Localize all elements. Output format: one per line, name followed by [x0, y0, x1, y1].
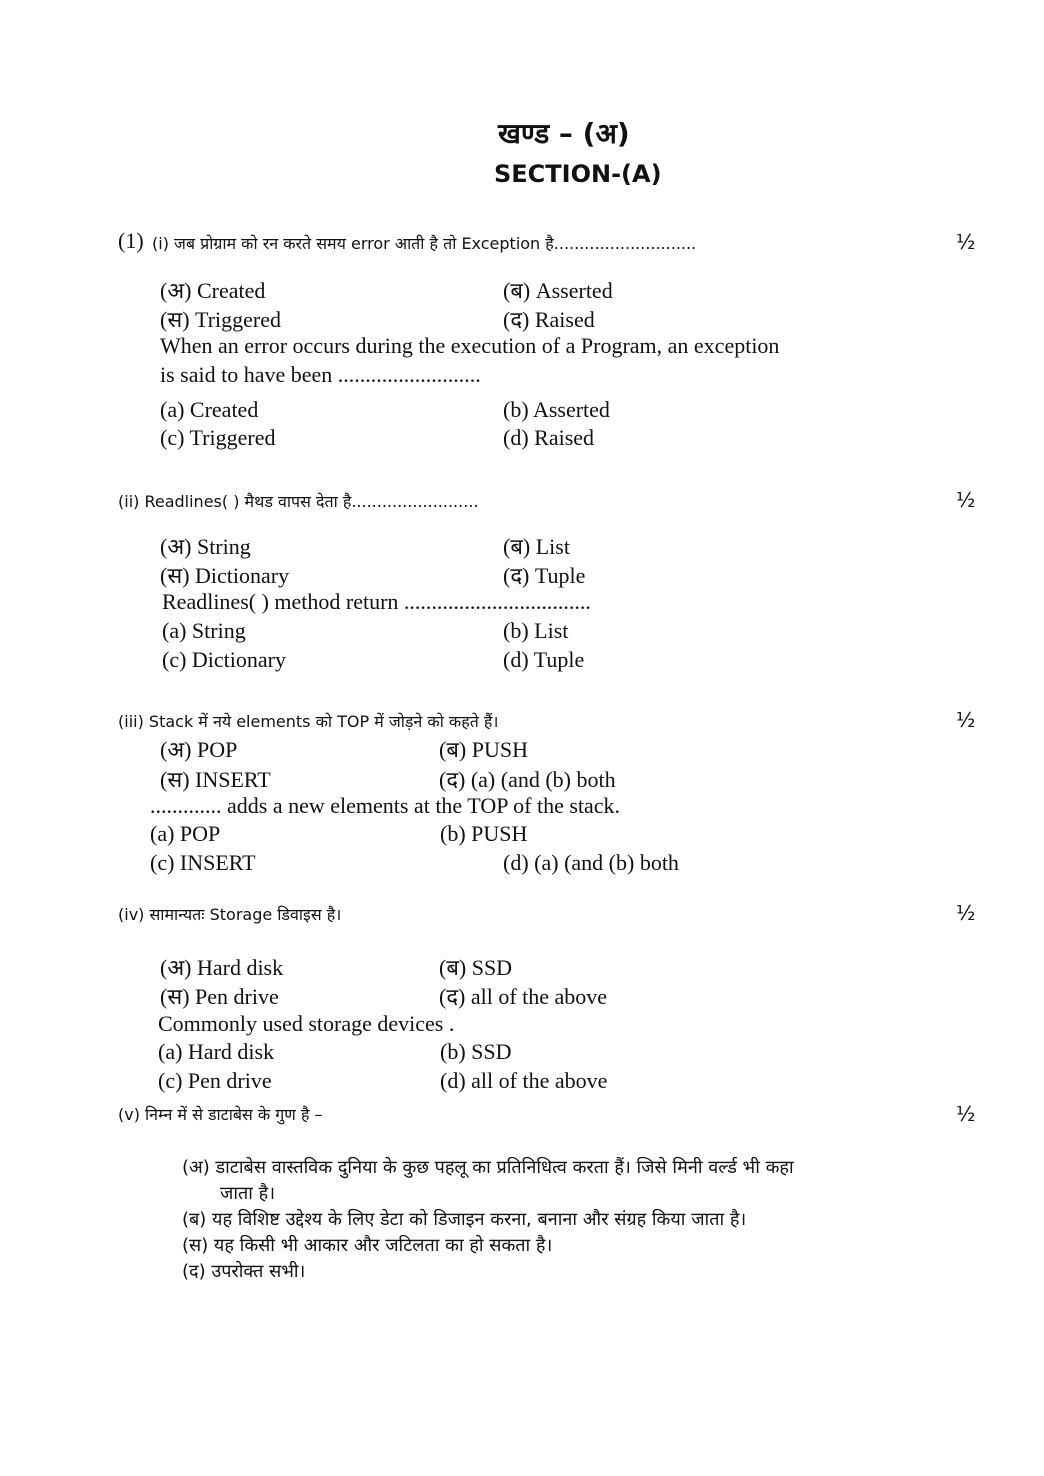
q5-option-d: (द) उपरोक्त सभी।	[182, 1261, 306, 1282]
q3-hindi-option-a: (अ) POP	[160, 737, 238, 762]
q3-mark: ½	[956, 708, 976, 732]
q1-mark: ½	[956, 230, 976, 254]
q1-english-line1: When an error occurs during the execution of a Program, an exception	[160, 333, 780, 358]
q1-hindi-text: (i) जब प्रोग्राम को रन करते समय error आती है तो Exception है............................	[152, 234, 697, 253]
q2-english-text: Readlines( ) method return ..................................	[162, 589, 591, 614]
q5-option-c: (स) यह किसी भी आकार और जटिलता का हो सकता है।	[182, 1235, 553, 1256]
q4-english-text: Commonly used storage devices .	[158, 1011, 455, 1036]
q3-hindi-option-b: (ब) PUSH	[439, 737, 528, 762]
q2-english-option-a: (a) String	[162, 618, 246, 643]
q4-hindi-option-d: (द) all of the above	[439, 984, 608, 1009]
q4-english-option-b: (b) SSD	[440, 1039, 512, 1064]
q1-english-option-b: (b) Asserted	[503, 397, 610, 422]
section-title-english: SECTION-(A)	[494, 160, 662, 188]
q2-hindi-option-b: (ब) List	[503, 534, 570, 559]
q4-english-option-d: (d) all of the above	[440, 1068, 608, 1093]
q2-english-option-b: (b) List	[503, 618, 569, 643]
q1-english-option-d: (d) Raised	[503, 425, 595, 450]
q3-english-option-c: (c) INSERT	[150, 850, 256, 875]
q2-hindi-option-d: (द) Tuple	[503, 563, 586, 588]
q4-hindi-text: (iv) सामान्यतः Storage डिवाइस है।	[118, 905, 342, 924]
q4-hindi-option-a: (अ) Hard disk	[160, 955, 284, 980]
q2-hindi-option-c: (स) Dictionary	[160, 563, 290, 588]
q2-hindi-text: (ii) Readlines( ) मैथड वापस देता है.........................	[118, 492, 479, 511]
q3-english-text: ............. adds a new elements at the TOP of the stack.	[150, 793, 621, 818]
q2-hindi-option-a: (अ) String	[160, 534, 251, 559]
q1-hindi-option-b: (ब) Asserted	[503, 278, 613, 303]
q3-hindi-option-c: (स) INSERT	[160, 767, 271, 792]
question-number: (1)	[118, 228, 144, 253]
q3-english-option-b: (b) PUSH	[440, 821, 528, 846]
q3-english-option-a: (a) POP	[150, 821, 221, 846]
q5-hindi-text: (v) निम्न में से डाटाबेस के गुण है –	[118, 1105, 323, 1124]
q3-hindi-text: (iii) Stack में नये elements को TOP में जोड़ने को कहते हैं।	[118, 712, 499, 731]
q4-english-option-c: (c) Pen drive	[158, 1068, 272, 1093]
q1-hindi-option-c: (स) Triggered	[160, 307, 281, 332]
q4-hindi-option-c: (स) Pen drive	[160, 984, 279, 1009]
q2-english-option-c: (c) Dictionary	[162, 647, 286, 672]
q4-english-option-a: (a) Hard disk	[158, 1039, 275, 1064]
q2-mark: ½	[956, 488, 976, 512]
q5-option-a-line2: जाता है।	[220, 1183, 276, 1204]
q3-english-option-d: (d) (a) (and (b) both	[503, 850, 679, 875]
q5-option-a-line1: (अ) डाटाबेस वास्तविक दुनिया के कुछ पहलू का प्रतिनिधित्व करता हैं। जिसे मिनी वर्ल्ड भी कहा	[182, 1157, 794, 1178]
section-title-hindi: खण्ड – (अ)	[498, 117, 630, 150]
q1-english-line2: is said to have been ..........................	[160, 362, 481, 387]
q1-english-option-a: (a) Created	[160, 397, 259, 422]
q4-hindi-option-b: (ब) SSD	[439, 955, 513, 980]
q1-hindi-option-a: (अ) Created	[160, 278, 266, 303]
q1-english-option-c: (c) Triggered	[160, 425, 276, 450]
q5-option-b: (ब) यह विशिष्ट उद्देश्य के लिए डेटा को डिजाइन करना, बनाना और संग्रह किया जाता है।	[182, 1209, 747, 1230]
q1-hindi-option-d: (द) Raised	[503, 307, 595, 332]
q3-hindi-option-d: (द) (a) (and (b) both	[439, 767, 616, 792]
q4-mark: ½	[956, 901, 976, 925]
q5-mark: ½	[956, 1102, 976, 1126]
q2-english-option-d: (d) Tuple	[503, 647, 585, 672]
